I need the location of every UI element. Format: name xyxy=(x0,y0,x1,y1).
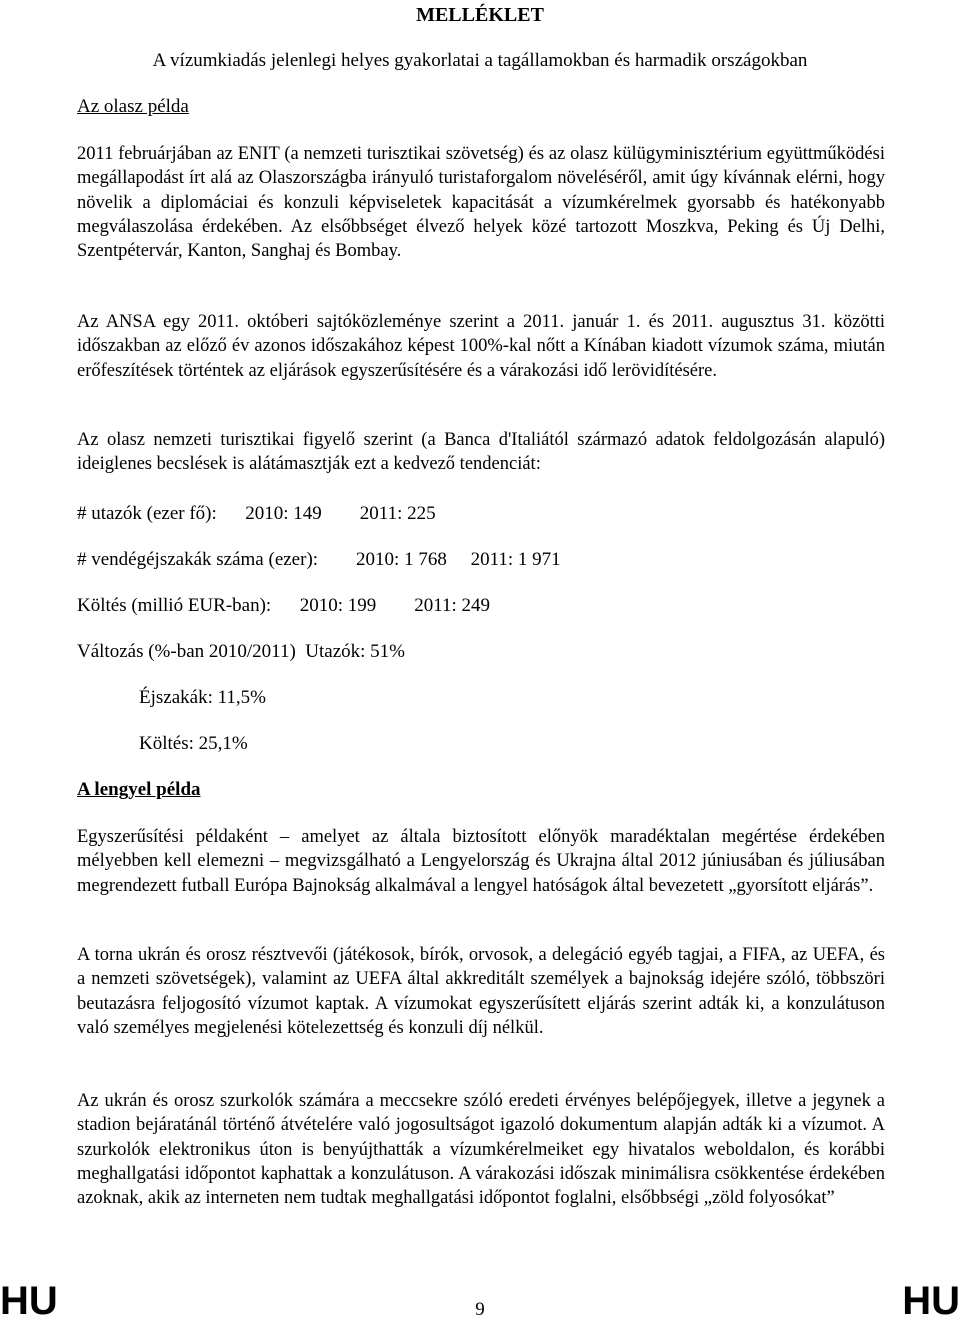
paragraph-euro-championship: Egyszerűsítési példaként – amelyet az általa biztosított előnyök maradéktalan megértése érdekében mélyebben kell elemezni – megvizsgálható a Lengyelország és Ukrajna által 2012 júniusában és júliusában megrendezett futball Európa Bajnokság alkalmával a lengyel hatóságok által bevezetett „gyorsított eljárás”. xyxy=(77,827,885,896)
paragraph-tournament-participants: A torna ukrán és orosz résztvevői (játékosok, bírók, orvosok, a delegáció egyéb tagjai, a FIFA, az UEFA, és a nemzeti szövetségek), valamint az UEFA által akkreditált személyek a bajnokság idejére szóló, többszöri beutazásra feljogosító vízumot kaptak. A vízumokat egyszerűsített eljárás szerint adták ki, a konzulátuson való személyes megjelenési kötelezettség és konzuli díj nélkül. xyxy=(77,945,885,1038)
stat-nights: # vendégéjszakák száma (ezer): 2010: 1 768 2011: 1 971 xyxy=(77,549,561,570)
stat-change: Változás (%-ban 2010/2011) Utazók: 51% xyxy=(77,641,406,662)
stat-travellers: # utazók (ezer fő): 2010: 149 2011: 225 xyxy=(77,503,436,524)
paragraph-ansa-press: Az ANSA egy 2011. októberi sajtóközleménye szerint a 2011. január 1. és 2011. augusztus 31. közötti időszakban az előző év azonos időszakához képest 100%-kal nőtt a Kínában kiadott vízumok száma, miután erőfeszítések történtek az eljárások egyszerűsítésére és a várakozási idő lerövidítésére. xyxy=(77,312,885,381)
stat-change-spending: Költés: 25,1% xyxy=(139,733,248,754)
footer-language-right: HU xyxy=(902,1279,960,1323)
page-title: MELLÉKLET xyxy=(416,4,544,26)
paragraph-supporters: Az ukrán és orosz szurkolók számára a meccsekre szóló eredeti érvényes belépőjegyek, illetve a jegynek a stadion bejáratánál történő átvételére való jogosultságot igazoló dokumentum alapján adták ki a vízumot. A szurkolók elektronikus úton is benyújthatták a vízumkérelmeiket egy hivatalos weboldalon, és korábbi meghallgatási időpontot kaphattak a konzulátuson. A várakozási időszak minimálisra csökkentése érdekében azoknak, akik az interneten nem tudtak meghallgatási időpontot foglalni, elsőbbségi „zöld folyosókat” xyxy=(77,1091,885,1209)
document-subtitle: A vízumkiadás jelenlegi helyes gyakorlatai a tagállamokban és harmadik országokban xyxy=(152,50,808,71)
section-heading-italian: Az olasz példa xyxy=(77,96,189,117)
section-heading-polish: A lengyel példa xyxy=(77,779,201,800)
stat-change-nights: Éjszakák: 11,5% xyxy=(139,687,266,708)
page-number: 9 xyxy=(475,1299,485,1320)
paragraph-tourism-observatory: Az olasz nemzeti turisztikai figyelő szerint (a Banca d'Italiától származó adatok feldolgozásán alapuló) ideiglenes becslések is alátámasztják ezt a kedvező tendenciát: xyxy=(77,430,885,475)
stat-spending: Költés (millió EUR-ban): 2010: 199 2011: 249 xyxy=(77,595,491,616)
footer-language-left: HU xyxy=(0,1279,58,1323)
paragraph-enit-agreement: 2011 februárjában az ENIT (a nemzeti turisztikai szövetség) és az olasz külügyminisztérium együttműködési megállapodást írt alá az Olaszországba irányuló turistaforgalom növeléséről, amit úgy kívánnak elérni, hogy növelik a diplomáciai és konzuli képviseletek kapacitását a vízumkérelmek gyorsabb és hatékonyabb megválaszolása érdekében. Az elsőbbséget élvező helyek közé tartozott Moszkva, Peking és Új Delhi, Szentpétervár, Kanton, Sanghaj és Bombay. xyxy=(77,144,885,262)
